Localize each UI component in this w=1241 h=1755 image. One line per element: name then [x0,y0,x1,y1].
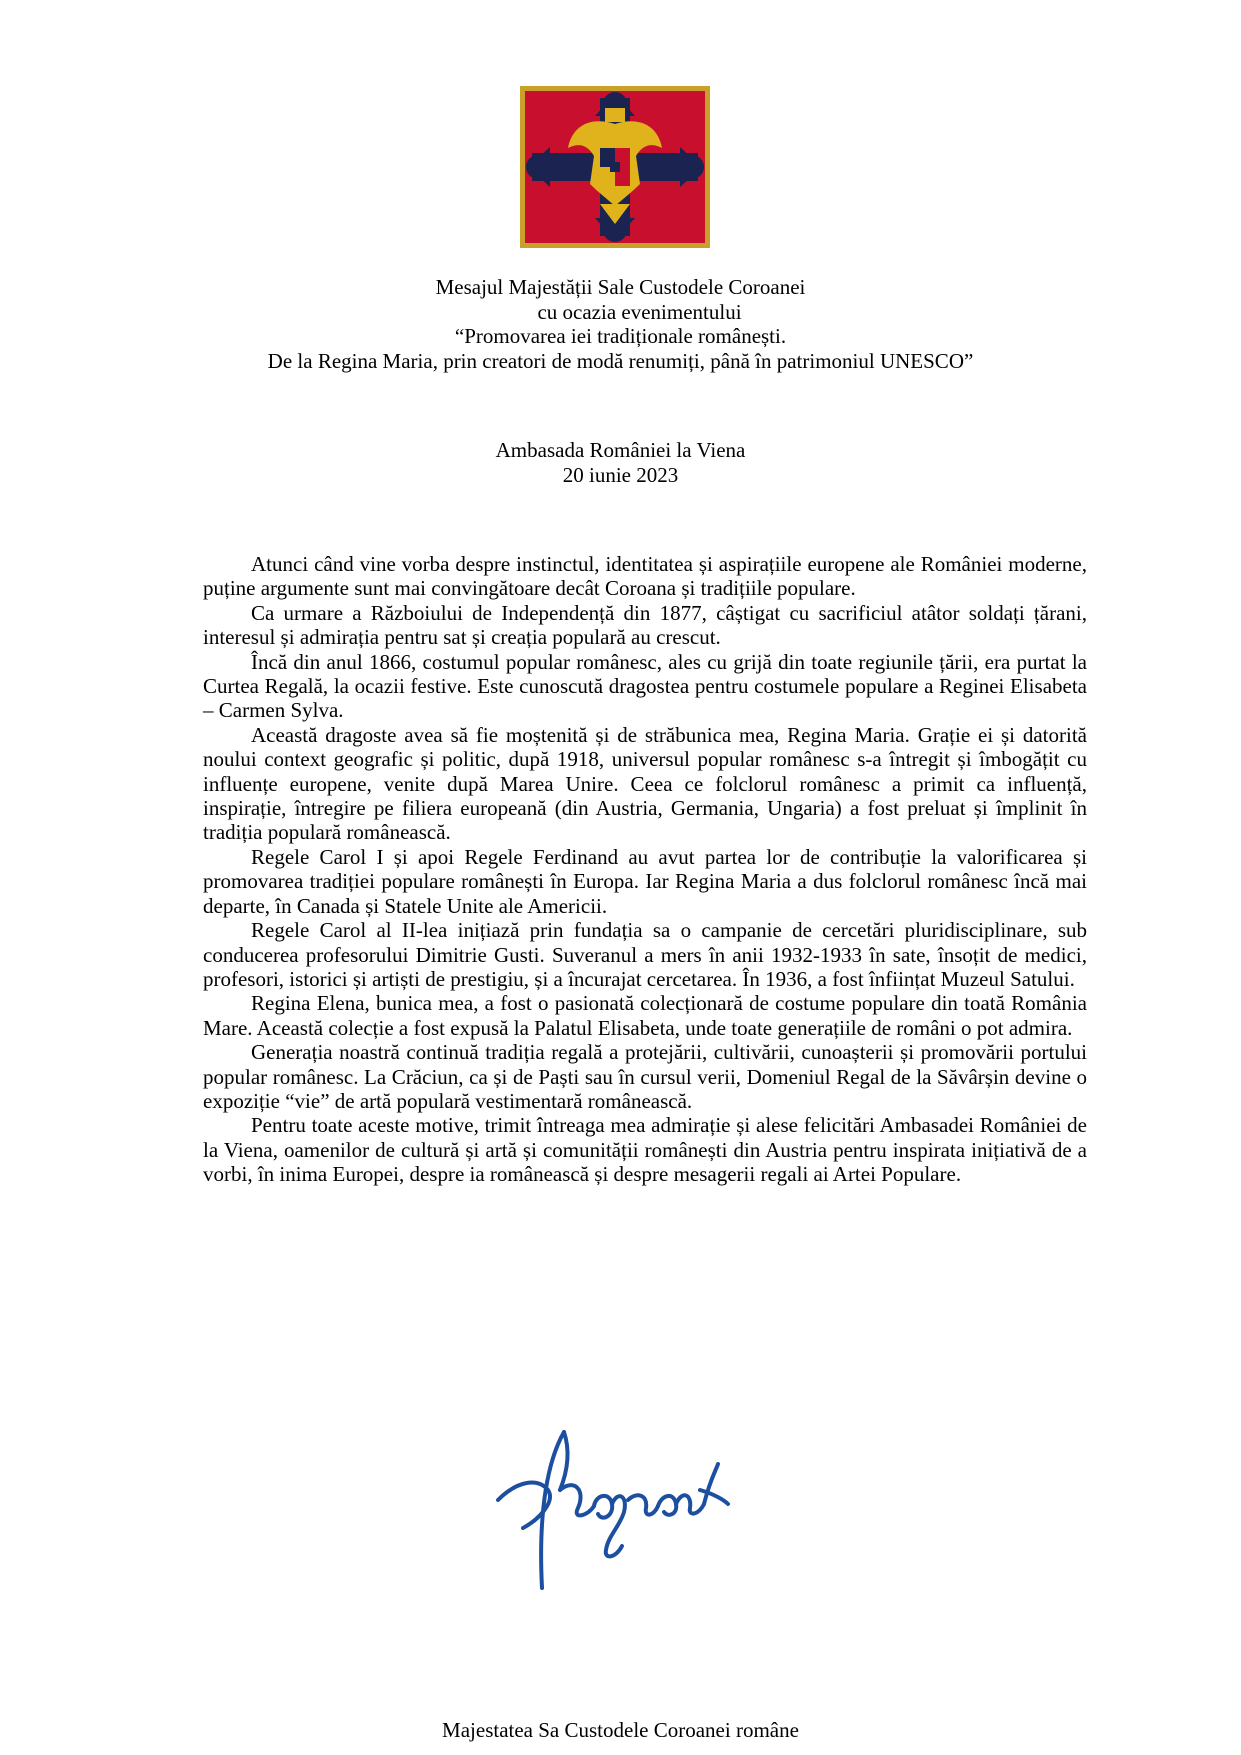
title-line-1: Mesajul Majestății Sale Custodele Coroanei [435,275,806,299]
paragraph: Pentru toate aceste motive, trimit întreaga mea admirație și alese felicitări Ambasadei României de la Viena, oamenilor de cultură și artă și comunității românești din Austria pentru inspirata inițiativă de a vorbi, în inima Europei, despre ia românească și despre mesagerii regali ai Artei Populare. [203,1113,1087,1187]
paragraph: Regina Elena, bunica mea, a fost o pasionată colecționară de costume populare din toată România Mare. Această colecție a fost expusă la Palatul Elisabeta, unde toate generațiile de români o pot admira. [203,991,1087,1040]
paragraph: Ca urmare a Războiului de Independență din 1877, câștigat cu sacrificiul atâtor soldați țărani, interesul și admirația pentru sat și creația populară au crescut. [203,600,1087,650]
title-line-4: De la Regina Maria, prin creatori de modă renumiți, până în patrimoniul UNESCO” [267,348,974,373]
message-body [203,552,1087,1187]
venue: Ambasada României la Viena [495,438,746,462]
paragraph: Atunci când vine vorba despre instinctul, identitatea și aspirațiile europene ale României moderne, puține argumente sunt mai convingătoare decât Coroana și tradițiile populare. [203,552,1087,601]
paragraph: Regele Carol al II-lea inițiază prin fundația sa o campanie de cercetări pluridisciplinare, sub conducerea profesorului Dimitrie Gusti. Suveranul a mers în anii 1932-1933 în sate, însoțit de medici, profesori, istorici și artiști de prestigiu, și a încurajat cercetarea. În 1936, a fost înființat Muzeul Satului. [203,918,1087,991]
paragraph: Regele Carol I și apoi Regele Ferdinand au avut partea lor de contribuție la valorificarea și promovarea tradiției populare românești în Europa. Iar Regina Maria a dus folclorul românesc încă mai departe, în Canada și Statele Unite ale Americii. [203,844,1087,918]
paragraph: Această dragoste avea să fie moștenită și de străbunica mea, Regina Maria. Grație ei și datorită noului context geografic și politic, după 1918, universul popular românesc s-a întregit și îmbogățit cu influențe europene, venite după Marea Unire. Ceea ce folclorul românesc a primit ca influență, inspirație, întregire pe filiera europeană (din Austria, Germania, Ungaria) a fost preluat și împlinit în tradiția populară românească. [203,722,1087,845]
royal-standard-flag-icon [520,86,710,248]
title-line-2: cu ocazia evenimentului [537,299,742,324]
title-line-3: “Promovarea iei tradiționale românești. [454,324,787,348]
date: 20 iunie 2023 [562,462,679,487]
message-title [0,275,1241,373]
paragraph: Generația noastră continuă tradiția regală a protejării, cultivării, cunoașterii și promovării portului popular românesc. La Crăciun, ca și de Paști sau în cursul verii, Domeniul Regal de la Săvârșin devine o expoziție “vie” de artă populară vestimentară românească. [203,1040,1087,1113]
closing-title: Majestatea Sa Custodele Coroanei române [442,1718,799,1742]
paragraph: Încă din anul 1866, costumul popular românesc, ales cu grijă din toate regiunile țării, era purtat la Curtea Regală, la ocazii festive. Este cunoscută dragostea pentru costumele populare a Reginei Elisabeta – Carmen Sylva. [203,649,1087,723]
venue-date [0,438,1241,487]
handwritten-signature [478,1420,738,1610]
